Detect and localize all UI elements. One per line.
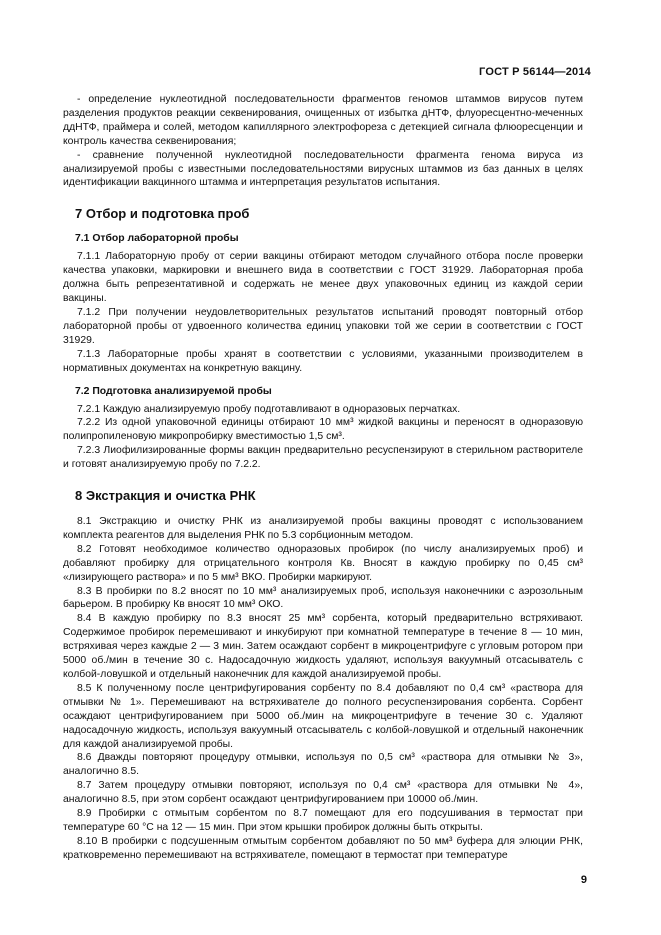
paragraph-8-5: 8.5 К полученному после центрифугирования сорбенту по 8.4 добавляют по 0,4 см³ «раствора для отмывки № 1». Перемешивают на встряхивателе до полного ресуспензирования сорбента. Сорбент осаждают центрифугированием при 5000 об./мин на микроцентрифуге в течение 30 с. Удаляют надосадочную жидкость, используя вакуумный отсасыватель с колбой-ловушкой и отдельный наконечник для каждой анализируемой пробы.: [63, 682, 583, 750]
paragraph-7-1-3: 7.1.3 Лабораторные пробы хранят в соответствии с условиями, указанными производителем в нормативных документах на конкретную вакцину.: [63, 348, 583, 374]
subsection-7-1-heading: 7.1 Отбор лабораторной пробы: [75, 233, 239, 245]
paragraph-7-1-1: 7.1.1 Лабораторную пробу от серии вакцины отбирают методом случайного отбора после проверки качества упаковки, маркировки и внешнего вида в соответствии с ГОСТ 31929. Лабораторная проба должна быть репрезентативной и содержать не менее двух упаковочных единиц из каждой серии вакцины.: [63, 251, 583, 305]
paragraph-8-2: 8.2 Готовят необходимое количество одноразовых пробирок (по числу анализируемых проб) и добавляют пробирку для отрицательного контроля Кв. Вносят в каждую пробирку по 0,45 см³ «лизирующего раствора» и по 5 мм³ ВКО. Пробирки маркируют.: [63, 543, 583, 583]
page-content: [63, 93, 583, 863]
paragraph-8-6: 8.6 Дважды повторяют процедуру отмывки, используя по 0,5 см³ «раствора для отмывки № 3», аналогично 8.5.: [63, 752, 583, 778]
page-number: 9: [580, 874, 587, 886]
paragraph-8-7: 8.7 Затем процедуру отмывки повторяют, используя по 0,4 см³ «раствора для отмывки № 4», аналогично 8.5, при этом сорбент осаждают центрифугированием при 10000 об./мин.: [63, 780, 583, 806]
section-7-heading: 7 Отбор и подготовка проб: [75, 206, 250, 222]
document-header: ГОСТ Р 56144—2014: [479, 66, 591, 78]
paragraph-7-2-3: 7.2.3 Лиофилизированные формы вакцин предварительно ресуспензируют в стерильном растворителе и готовят анализируемую пробу по 7.2.2.: [63, 445, 583, 471]
intro-paragraph-2: - сравнение полученной нуклеотидной последовательности фрагмента генома вируса из анализируемой пробы с известными последовательностями вирусных штаммов из баз данных в целях идентификации вакцинного штамма и интерпретация результатов испытания.: [63, 149, 583, 189]
paragraph-8-1: 8.1 Экстракцию и очистку РНК из анализируемой пробы вакцины проводят с использованием комплекта реагентов для выделения РНК по 5.3 сорбционным методом.: [63, 516, 583, 541]
intro-paragraph-1: - определение нуклеотидной последовательности фрагментов геномов штаммов вирусов путем разделения продуктов реакции секвенирования, очищенных от избытка дНТФ, флуоресцентно-меченных ддНТФ, праймера и солей, методом капиллярного электрофореза с детекцией сигнала флюоресценции и контроль качества секвенирования;: [63, 94, 583, 147]
paragraph-7-2-2: 7.2.2 Из одной упаковочной единицы отбирают 10 мм³ жидкой вакцины и переносят в одноразовую полипропиленовую микропробирку вместимостью 1,5 см³.: [63, 417, 583, 443]
paragraph-8-3: 8.3 В пробирки по 8.2 вносят по 10 мм³ анализируемых проб, используя наконечники с аэрозольным барьером. В пробирку Кв вносят 10 мм³ ОКО.: [63, 585, 583, 611]
paragraph-8-10: 8.10 В пробирки с подсушенным отмытым сорбентом добавляют по 50 мм³ буфера для элюции РНК, кратковременно перемешивают на встряхивателе, помещают в термостат при температуре: [63, 835, 583, 861]
paragraph-7-1-2: 7.1.2 При получении неудовлетворительных результатов испытаний проводят повторный отбор лабораторной пробы от удвоенного количества единиц упаковки той же серии в соответствии с ГОСТ 31929.: [63, 306, 583, 346]
paragraph-7-2-1: 7.2.1 Каждую анализируемую пробу подготавливают в одноразовых перчатках.: [77, 403, 461, 415]
paragraph-8-9: 8.9 Пробирки с отмытым сорбентом по 8.7 помещают для его подсушивания в термостат при температуре 60 °С на 12 — 15 мин. При этом крышки пробирок должны быть открыты.: [63, 808, 583, 833]
subsection-7-2-heading: 7.2 Подготовка анализируемой пробы: [75, 385, 272, 397]
paragraph-8-4: 8.4 В каждую пробирку по 8.3 вносят 25 мм³ сорбента, который предварительно встряхивают. Содержимое пробирок перемешивают и инкубируют при комнатной температуре в течение 8 — 10 мин, встряхивая через каждые 2 — 3 мин. Затем осаждают сорбент в микроцентрифуге с угловым ротором при 5000 об./мин в течение 30 с. Надосадочную жидкость удаляют, используя вакуумный отсасыватель с колбой-ловушкой и отдельный наконечник для каждой анализируемой пробы.: [63, 613, 583, 680]
section-8-heading: 8 Экстракция и очистка РНК: [75, 488, 256, 504]
